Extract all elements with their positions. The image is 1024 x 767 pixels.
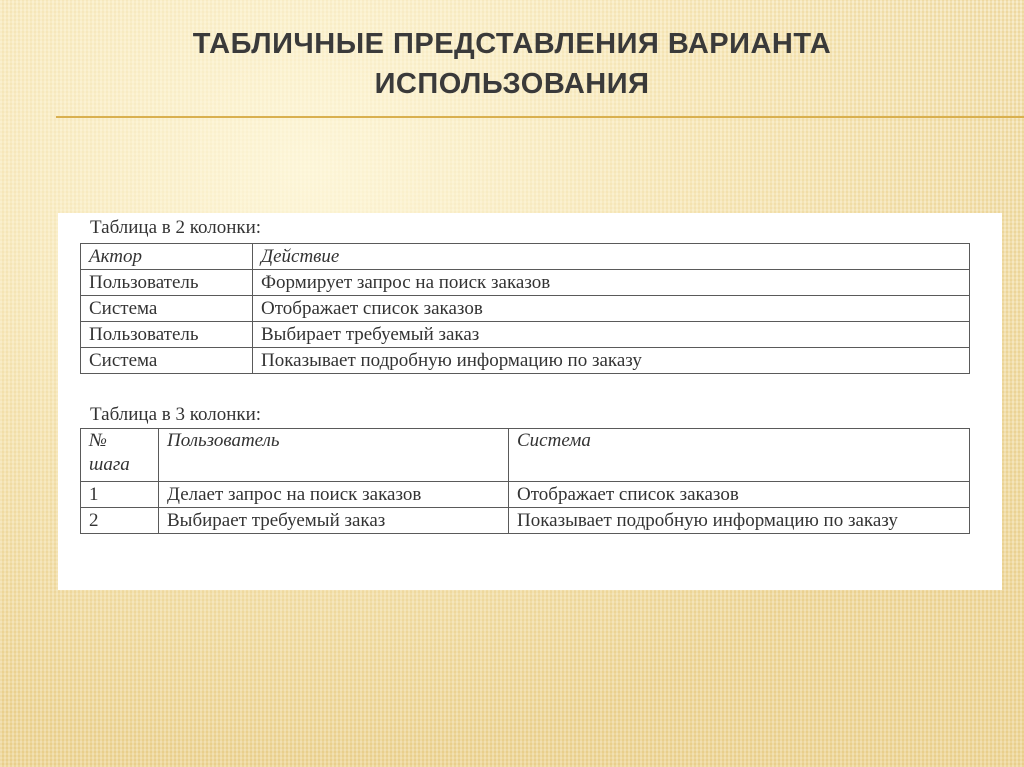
title-divider bbox=[56, 116, 1024, 118]
cell-actor: Система bbox=[81, 296, 253, 322]
header-action: Действие bbox=[253, 244, 970, 270]
table-row bbox=[81, 482, 970, 508]
cell-action: Формирует запрос на поиск заказов bbox=[253, 270, 970, 296]
cell-actor: Система bbox=[81, 348, 253, 374]
header-user: Пользователь bbox=[159, 429, 509, 482]
table-header-row bbox=[81, 244, 970, 270]
cell-step-number: 2 bbox=[81, 508, 159, 534]
cell-action: Показывает подробную информацию по заказу bbox=[253, 348, 970, 374]
cell-system: Отображает список заказов bbox=[509, 482, 970, 508]
cell-action: Отображает список заказов bbox=[253, 296, 970, 322]
table-row bbox=[81, 348, 970, 374]
two-column-table bbox=[80, 243, 970, 374]
table-row bbox=[81, 322, 970, 348]
content-panel bbox=[58, 213, 1002, 590]
table-header-row bbox=[81, 429, 970, 482]
table-row bbox=[81, 508, 970, 534]
cell-actor: Пользователь bbox=[81, 270, 253, 296]
cell-actor: Пользователь bbox=[81, 322, 253, 348]
cell-action: Выбирает требуемый заказ bbox=[253, 322, 970, 348]
cell-user: Выбирает требуемый заказ bbox=[159, 508, 509, 534]
slide-title-line-1: ТАБЛИЧНЫЕ ПРЕДСТАВЛЕНИЯ ВАРИАНТА bbox=[192, 28, 832, 60]
table-row bbox=[81, 270, 970, 296]
header-step-number: № шага bbox=[81, 429, 159, 482]
three-column-table bbox=[80, 428, 970, 534]
header-system: Система bbox=[509, 429, 970, 482]
table2-caption: Таблица в 3 колонки: bbox=[90, 404, 262, 425]
slide-title bbox=[60, 24, 964, 104]
header-actor: Актор bbox=[81, 244, 253, 270]
cell-system: Показывает подробную информацию по заказу bbox=[509, 508, 970, 534]
slide-title-line-2: ИСПОЛЬЗОВАНИЯ bbox=[374, 68, 650, 100]
table1-caption: Таблица в 2 колонки: bbox=[90, 217, 262, 238]
cell-user: Делает запрос на поиск заказов bbox=[159, 482, 509, 508]
cell-step-number: 1 bbox=[81, 482, 159, 508]
table-row bbox=[81, 296, 970, 322]
